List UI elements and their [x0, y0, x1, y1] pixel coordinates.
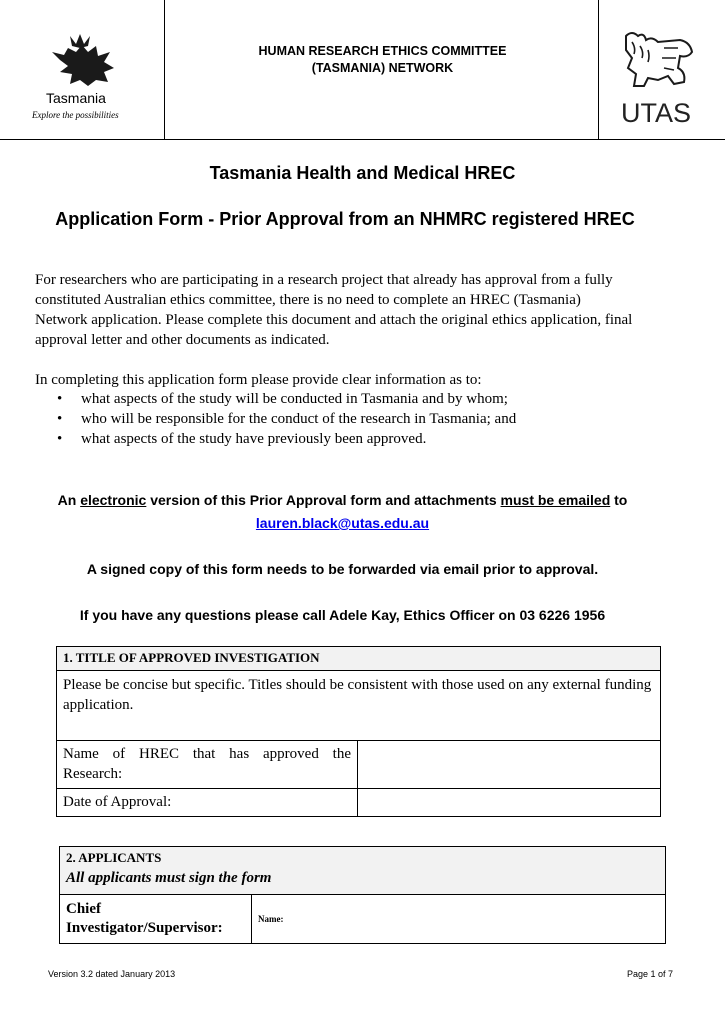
- must-be-emailed-emphasis: must be emailed: [500, 492, 611, 508]
- tasmania-logo: [30, 30, 145, 125]
- committee-line-1: HUMAN RESEARCH ETHICS COMMITTEE: [258, 44, 507, 58]
- utas-logo: [618, 28, 700, 126]
- list-item: • what aspects of the study will be conducted in Tasmania and by whom;: [57, 389, 516, 409]
- list-item: • who will be responsible for the conduct of the research in Tasmania; and: [57, 409, 516, 429]
- section-2-header: [60, 847, 666, 895]
- email-notice: An electronic version of this Prior Approval form and attachments must be emailed to: [57, 492, 628, 508]
- page-title: Tasmania Health and Medical HREC: [209, 163, 516, 183]
- section-2-heading: 2. APPLICANTS: [66, 850, 162, 865]
- section-1-table: [56, 646, 661, 817]
- chief-investigator-name-field[interactable]: [252, 895, 666, 944]
- svg-text:UTAS: UTAS: [621, 98, 692, 126]
- intro-paragraph: For researchers who are participating in a research project that already has approval from a fully constituted Australian ethics committee, there is no need to complete an HREC (Tasmania) Network application. Please complete this document and attach the original ethics application, final approval letter and other documents as indicated.: [35, 272, 633, 348]
- electronic-emphasis: electronic: [80, 492, 147, 508]
- svg-text:Explore the possibilities: Explore the possibilities: [32, 110, 119, 120]
- footer-page-number: Page 1 of 7: [626, 969, 673, 979]
- form-title: Application Form - Prior Approval from an NHMRC registered HREC: [55, 209, 635, 229]
- section-1-heading: 1. TITLE OF APPROVED INVESTIGATION: [57, 647, 661, 671]
- section-2-subheading: All applicants must sign the form: [66, 870, 272, 886]
- list-item: • what aspects of the study have previously been approved.: [57, 429, 516, 449]
- page-header: [0, 0, 725, 140]
- header-rule: [0, 139, 725, 140]
- signed-copy-notice: A signed copy of this form needs to be forwarded via email prior to approval.: [86, 561, 599, 577]
- hrec-name-field[interactable]: [358, 741, 661, 789]
- section-2-table: [59, 846, 666, 944]
- header-divider: [598, 0, 599, 140]
- questions-notice: If you have any questions please call Adele Kay, Ethics Officer on 03 6226 1956: [79, 607, 606, 623]
- email-address: [0, 515, 685, 531]
- committee-line-2: (TASMANIA) NETWORK: [311, 61, 454, 75]
- completing-intro: In completing this application form please provide clear information as to:: [35, 372, 482, 388]
- footer-version: Version 3.2 dated January 2013: [48, 969, 176, 979]
- tasmanian-devil-logo-icon: [30, 30, 145, 125]
- name-label: Name:: [258, 914, 284, 924]
- chief-investigator-label: Chief Investigator/Supervisor:: [60, 895, 252, 944]
- title-input-area[interactable]: [57, 671, 661, 741]
- approval-date-label: Date of Approval:: [57, 789, 358, 817]
- svg-text:Tasmania: Tasmania: [46, 90, 106, 106]
- hrec-name-label: Name of HREC that has approved the Research:: [57, 741, 358, 789]
- lion-crest-logo-icon: [618, 28, 700, 126]
- committee-heading: [200, 43, 565, 77]
- header-divider: [164, 0, 165, 140]
- title-instruction: Please be concise but specific. Titles should be consistent with those used on any external funding application.: [63, 677, 652, 713]
- guidance-list: [57, 389, 516, 449]
- email-link[interactable]: lauren.black@utas.edu.au: [255, 515, 430, 531]
- approval-date-field[interactable]: [358, 789, 661, 817]
